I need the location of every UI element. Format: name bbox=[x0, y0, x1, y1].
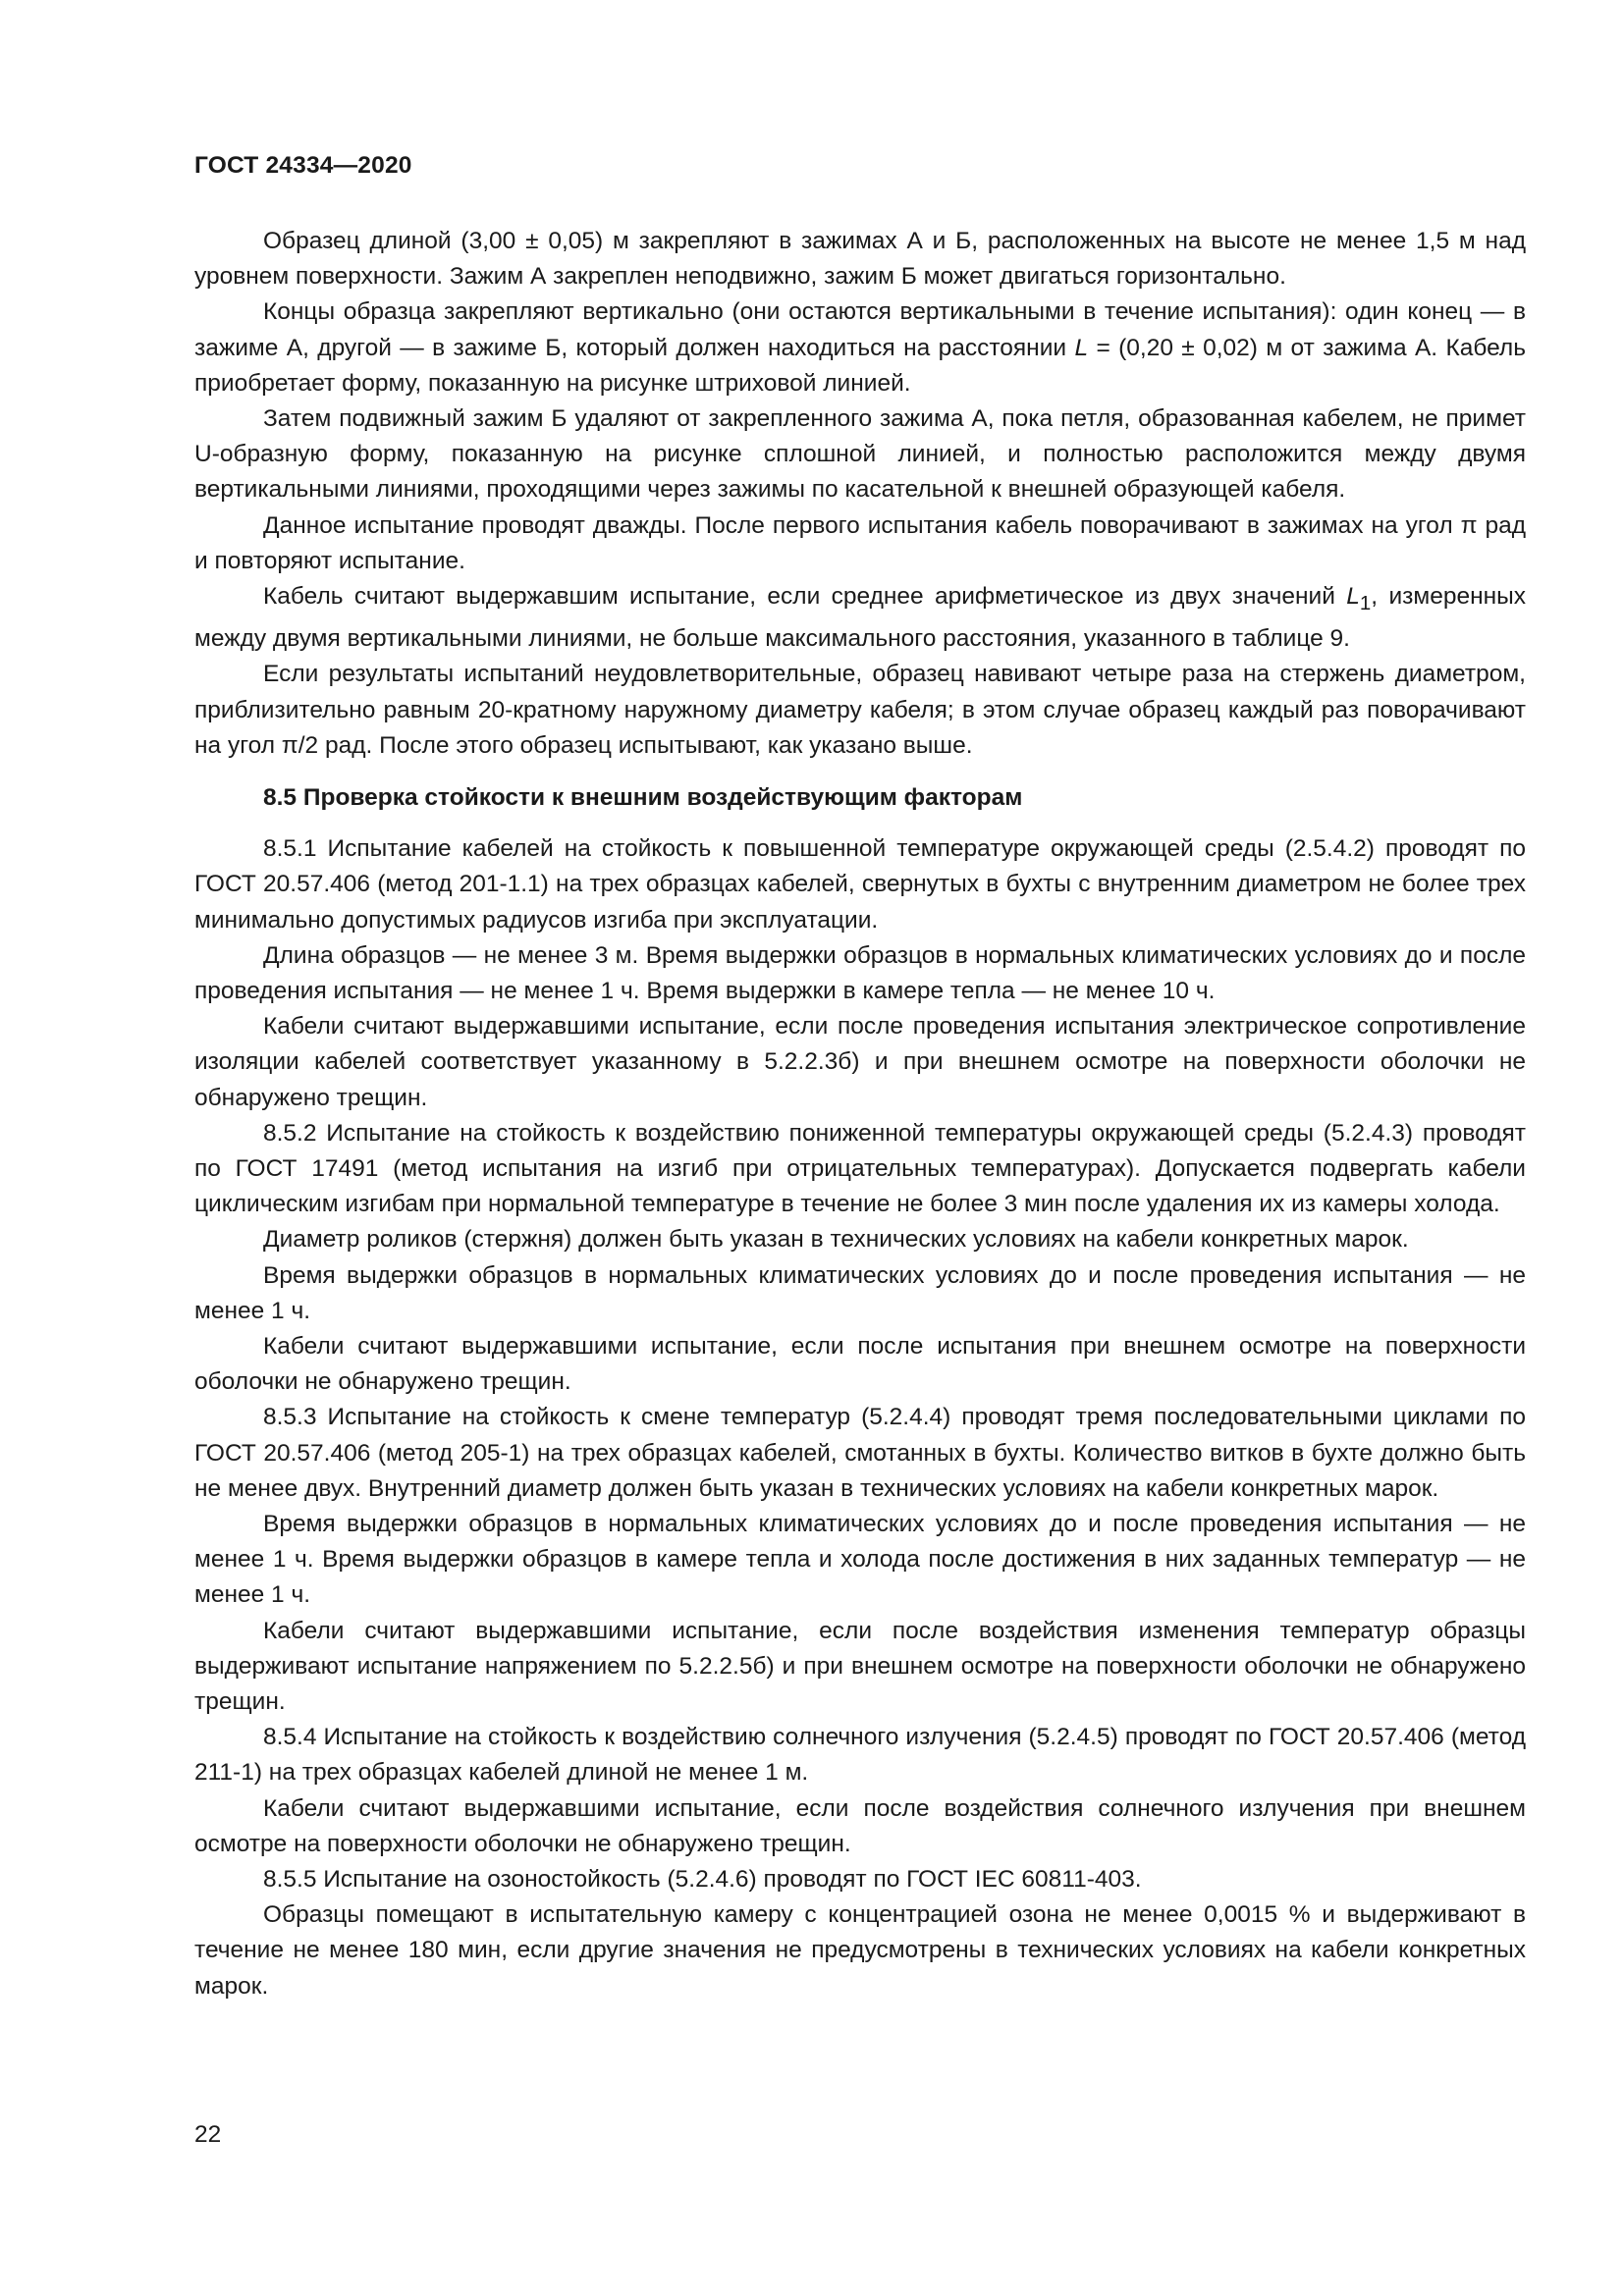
paragraph: Длина образцов — не менее 3 м. Время выдержки образцов в нормальных климатических условиях до и после проведения испытания — не менее 1 ч. Время выдержки в камере тепла — не менее 10 ч. bbox=[194, 941, 1526, 1004]
page-header: ГОСТ 24334—2020 bbox=[194, 152, 412, 179]
paragraph: Затем подвижный зажим Б удаляют от закрепленного зажима А, пока петля, образованная кабелем, не примет U-образную форму, показанную на рисунке сплошной линией, и полностью расположится между двумя вертикальными линиями, проходящими через зажимы по касательной к внешней образующей кабеля. bbox=[194, 405, 1526, 504]
paragraph: Кабели считают выдержавшими испытание, если после воздействия изменения температур образцы выдерживают испытание напряжением по 5.2.2.5б) и при внешнем осмотре на поверхности оболочки не обнаружено трещин. bbox=[194, 1617, 1526, 1716]
paragraph: 8.5.2 Испытание на стойкость к воздействию пониженной температуры окружающей среды (5.2.4.3) проводят по ГОСТ 17491 (метод испытания на изгиб при отрицательных температурах). Допускается подвергать кабели циклическим изгибам при нормальной температуре в течение не более 3 мин после удаления их из камеры холода. bbox=[194, 1119, 1526, 1218]
text-run: , измеренных между двумя вертикальными линиями, не больше максимального расстояния, указанного в таблице 9. bbox=[194, 583, 1526, 653]
paragraph: 8.5.1 Испытание кабелей на стойкость к повышенной температуре окружающей среды (2.5.4.2) проводят по ГОСТ 20.57.406 (метод 201-1.1) на трех образцах кабелей, свернутых в бухты с внутренним диаметром не более трех минимально допустимых радиусов изгиба при эксплуатации. bbox=[194, 835, 1526, 934]
paragraph: Если результаты испытаний неудовлетворительные, образец навивают четыре раза на стержень диаметром, приблизительно равным 20-кратному наружному диаметру кабеля; в этом случае образец каждый раз поворачивают на угол π/2 рад. После этого образец испытывают, как указано выше. bbox=[194, 661, 1526, 759]
variable-L1: L bbox=[1346, 583, 1360, 611]
paragraph bbox=[194, 579, 1526, 657]
paragraph: 8.5.4 Испытание на стойкость к воздействию солнечного излучения (5.2.4.5) проводят по ГОСТ 20.57.406 (метод 211-1) на трех образцах кабелей длиной не менее 1 м. bbox=[194, 1724, 1526, 1787]
paragraph: Кабели считают выдержавшими испытание, если после проведения испытания электрическое сопротивление изоляции кабелей соответствует указанному в 5.2.2.3б) и при внешнем осмотре на поверхности оболочки не обнаружено трещин. bbox=[194, 1013, 1526, 1111]
section-heading: 8.5 Проверка стойкости к внешним воздействующим факторам bbox=[263, 783, 1023, 811]
paragraph: Образцы помещают в испытательную камеру с концентрацией озона не менее 0,0015 % и выдерживают в течение не менее 180 мин, если другие значения не предусмотрены в технических условиях на кабели конкретных марок. bbox=[194, 1901, 1526, 2000]
paragraph: 8.5.3 Испытание на стойкость к смене температур (5.2.4.4) проводят тремя последовательными циклами по ГОСТ 20.57.406 (метод 205-1) на трех образцах кабелей, смотанных в бухты. Количество витков в бухте должно быть не менее двух. Внутренний диаметр должен быть указан в технических условиях на кабели конкретных марок. bbox=[194, 1404, 1526, 1502]
text-run: Концы образца закрепляют вертикально (они остаются вертикальными в течение испытания): один конец — в зажиме А, другой — в зажиме Б, который должен находиться на расстоянии bbox=[194, 298, 1526, 361]
paragraph bbox=[194, 294, 1526, 401]
paragraph: Время выдержки образцов в нормальных климатических условиях до и после проведения испытания — не менее 1 ч. Время выдержки образцов в камере тепла и холода после достижения в них заданных температур — не менее 1 ч. bbox=[194, 1511, 1526, 1609]
paragraph: Время выдержки образцов в нормальных климатических условиях до и после проведения испытания — не менее 1 ч. bbox=[194, 1261, 1526, 1324]
text-run: Кабель считают выдержавшим испытание, если среднее арифметическое из двух значений bbox=[263, 583, 1347, 611]
document-body bbox=[194, 224, 1526, 2004]
page-number: 22 bbox=[194, 2121, 222, 2148]
paragraph: Диаметр роликов (стержня) должен быть указан в технических условиях на кабели конкретных марок. bbox=[263, 1226, 1409, 1254]
paragraph: Кабели считают выдержавшими испытание, если после воздействия солнечного излучения при внешнем осмотре на поверхности оболочки не обнаружено трещин. bbox=[194, 1794, 1526, 1857]
paragraph: 8.5.5 Испытание на озоностойкость (5.2.4.6) проводят по ГОСТ IEC 60811-403. bbox=[263, 1866, 1142, 1894]
variable-L: L bbox=[1074, 334, 1089, 361]
paragraph: Образец длиной (3,00 ± 0,05) м закрепляют в зажимах А и Б, расположенных на высоте не менее 1,5 м над уровнем поверхности. Зажим А закреплен неподвижно, зажим Б может двигаться горизонтально. bbox=[194, 228, 1526, 291]
paragraph: Кабели считают выдержавшими испытание, если после испытания при внешнем осмотре на поверхности оболочки не обнаружено трещин. bbox=[194, 1332, 1526, 1396]
text-run: = (0,20 ± 0,02) м от зажима А. Кабель приобретает форму, показанную на рисунке штриховой линией. bbox=[194, 334, 1526, 397]
subscript: 1 bbox=[1359, 592, 1372, 614]
paragraph: Данное испытание проводят дважды. После первого испытания кабель поворачивают в зажимах на угол π рад и повторяют испытание. bbox=[194, 511, 1526, 574]
